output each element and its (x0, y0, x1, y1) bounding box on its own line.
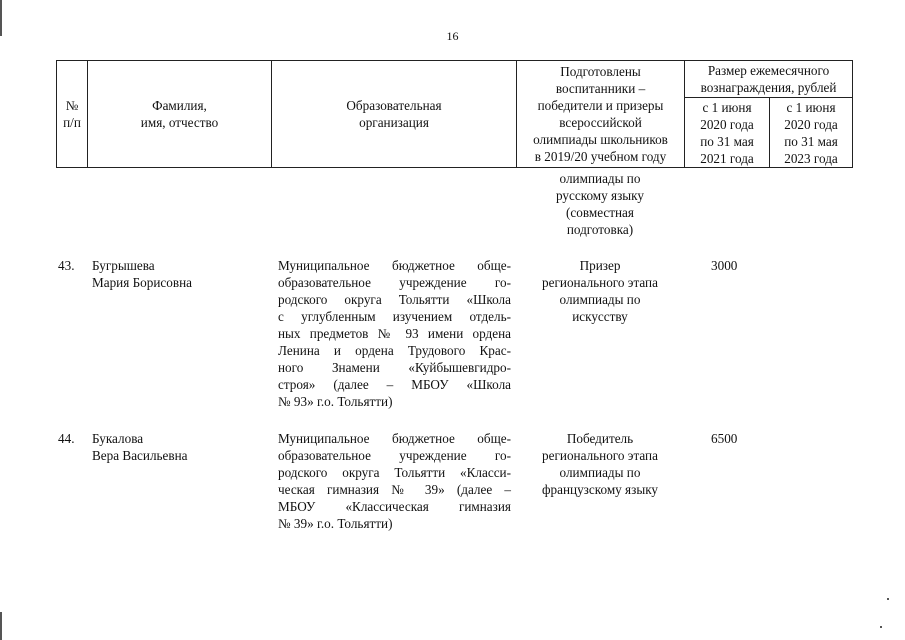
header-amount: Размер ежемесячного вознаграждения, рублей (685, 61, 853, 98)
row-44-amount: 6500 (711, 431, 738, 446)
continuation-achievement: олимпиады по русскому языку (совместная подготовка) (556, 171, 644, 237)
row-44-organization: Муниципальное бюджетное обще- образовательное учреждение го- родского округа Тольятти «Класси- ческая гимназия № 39» (далее – МБОУ «Классическая гимназия № 39» г.о. Тольятти) (278, 431, 511, 531)
header-period-2021: с 1 июня 2020 года по 31 мая 2021 года (685, 98, 770, 168)
row-43-name: Бугрышева Мария Борисовна (92, 258, 192, 290)
header-prepared: Подготовлены воспитанники – победители и призеры всероссийской олимпиады школьников в 2019/20 учебном году (517, 61, 685, 168)
row-43-achievement: Призер регионального этапа олимпиады по искусству (542, 258, 658, 324)
table-header (56, 60, 853, 168)
row-44-name: Букалова Вера Васильевна (92, 431, 188, 463)
scan-dot (887, 598, 889, 600)
row-44-number: 44. (58, 431, 75, 446)
scan-edge-mark (0, 0, 2, 36)
scan-dot-2 (880, 626, 882, 628)
header-organization: Образовательная организация (272, 61, 517, 168)
header-fullname: Фамилия, имя, отчество (88, 61, 272, 168)
row-44-achievement: Победитель регионального этапа олимпиады по французскому языку (541, 431, 659, 497)
row-43-number: 43. (58, 258, 75, 273)
header-number: № п/п (57, 61, 88, 168)
page-number: 16 (446, 29, 459, 43)
row-43-amount: 3000 (711, 258, 738, 273)
row-43-organization: Муниципальное бюджетное обще- образовательное учреждение го- родского округа Тольятти «Школа с углубленным изучением отдель- ных предметов № 93 имени ордена Ленина и ордена Трудового Крас- ного Знамени «Куйбышевгидро- строя» (далее – МБОУ «Школа № 93» г.о. Тольятти) (278, 258, 511, 409)
header-period-2023: с 1 июня 2020 года по 31 мая 2023 года (770, 98, 853, 168)
scan-edge-mark-bottom (0, 612, 2, 640)
